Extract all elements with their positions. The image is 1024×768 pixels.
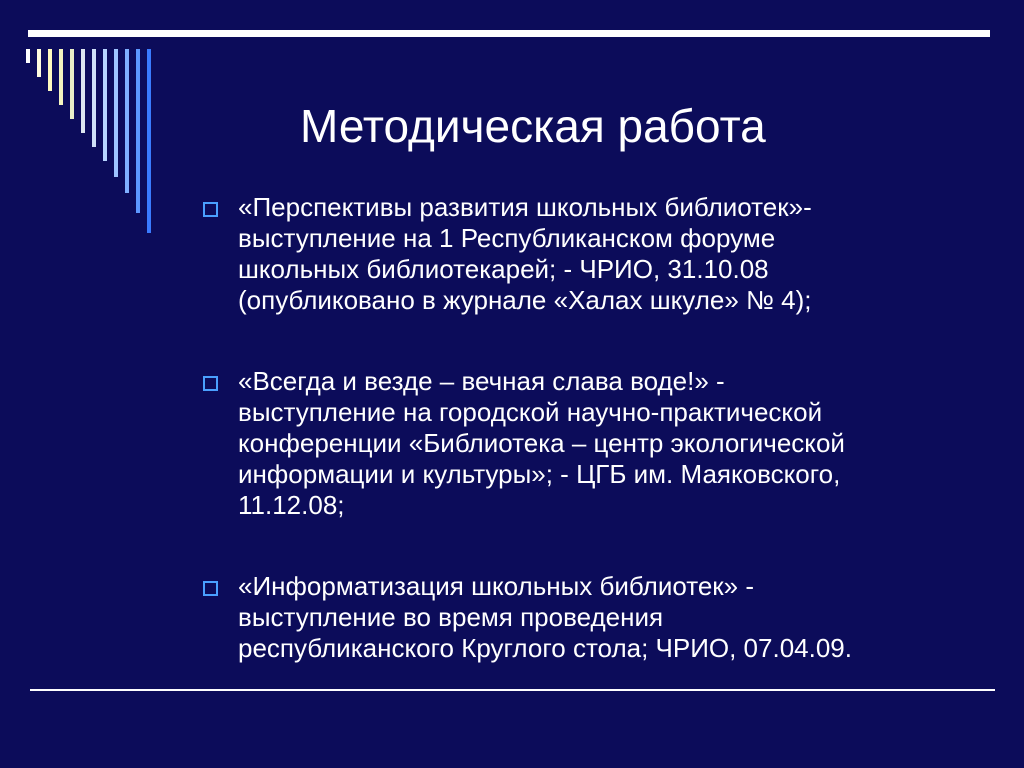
item-text-line: «Всегда и везде – вечная слава воде!» -: [238, 366, 725, 396]
decorative-stripes: [26, 49, 176, 239]
stripe: [26, 49, 30, 63]
stripe: [92, 49, 96, 147]
stripe: [103, 49, 107, 161]
item-text-line: республиканского Круглого стола; ЧРИО, 07.04.09.: [238, 633, 852, 663]
stripe: [37, 49, 41, 77]
item-text-line: выступление во время проведения: [238, 602, 664, 632]
stripe: [59, 49, 63, 105]
square-bullet-icon: [203, 581, 218, 596]
stripe: [125, 49, 129, 193]
slide-title: Методическая работа: [300, 100, 766, 152]
stripe: [114, 49, 118, 177]
list-item: [200, 366, 980, 521]
stripe: [70, 49, 74, 119]
item-text-line: «Перспективы развития школьных библиотек»-: [238, 192, 812, 222]
item-text-line: школьных библиотекарей; - ЧРИО, 31.10.08: [238, 254, 769, 284]
list-item: [200, 192, 980, 316]
top-rule: [28, 30, 990, 37]
bullet-list: [200, 192, 980, 664]
stripe: [136, 49, 140, 213]
item-text-line: информации и культуры»; - ЦГБ им. Маяковского,: [238, 459, 841, 489]
item-text-line: (опубликовано в журнале «Халах шкуле» № 4);: [238, 285, 812, 315]
item-text-line: «Информатизация школьных библиотек» -: [238, 571, 755, 601]
item-text-line: 11.12.08;: [238, 490, 345, 520]
stripe: [48, 49, 52, 91]
square-bullet-icon: [203, 376, 218, 391]
stripe: [147, 49, 151, 233]
item-text-line: конференции «Библиотека – центр экологической: [238, 428, 845, 458]
item-text-line: выступление на 1 Республиканском форуме: [238, 223, 776, 253]
stripe: [81, 49, 85, 133]
list-item: [200, 571, 980, 664]
item-text-line: выступление на городской научно-практической: [238, 397, 823, 427]
bottom-rule: [30, 689, 995, 691]
square-bullet-icon: [203, 202, 218, 217]
